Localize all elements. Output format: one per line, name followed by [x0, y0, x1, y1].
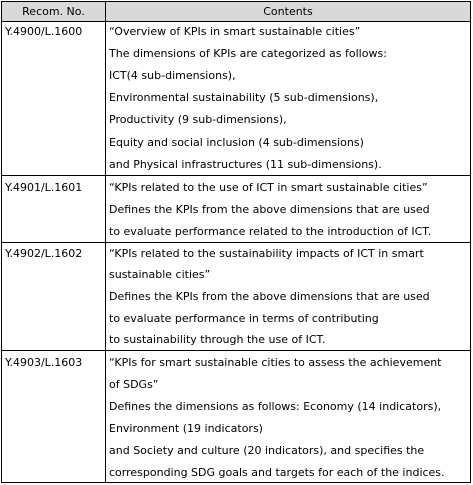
- table-header: [2, 2, 470, 22]
- content-line: Productivity (9 sub-dimensions),: [109, 113, 287, 126]
- recom-number: Y.4901/L.1601: [5, 181, 83, 194]
- content-line: “Overview of KPIs in smart sustainable cities”: [109, 25, 361, 38]
- content-line: and Society and culture (20 indicators), and specifies the: [109, 444, 425, 457]
- row-divider: [2, 242, 470, 243]
- content-line: corresponding SDG goals and targets for each of the indices.: [109, 466, 445, 479]
- content-line: Environmental sustainability (5 sub-dimensions),: [109, 91, 379, 104]
- recom-number: Y.4902/L.1602: [5, 247, 83, 260]
- content-line: “KPIs for smart sustainable cities to assess the achievement: [109, 356, 442, 369]
- recom-number: Y.4900/L.1600: [5, 25, 83, 38]
- content-line: ICT(4 sub-dimensions),: [109, 69, 236, 82]
- content-line: “KPIs related to the sustainability impacts of ICT in smart: [109, 247, 424, 260]
- header-contents: Contents: [263, 5, 313, 18]
- content-line: and Physical infrastructures (11 sub-dimensions).: [109, 158, 382, 171]
- recommendations-table: [1, 1, 471, 483]
- content-line: The dimensions of KPIs are categorized as follows:: [109, 47, 387, 60]
- content-line: Defines the dimensions as follows: Economy (14 indicators),: [109, 400, 442, 413]
- content-line: of SDGs”: [109, 378, 159, 391]
- row-divider: [2, 350, 470, 351]
- content-line: “KPIs related to the use of ICT in smart sustainable cities”: [109, 181, 428, 194]
- content-line: Defines the KPIs from the above dimensions that are used: [109, 290, 430, 303]
- content-line: Environment (19 indicators): [109, 422, 263, 435]
- content-line: sustainable cities”: [109, 268, 211, 281]
- content-line: Defines the KPIs from the above dimensions that are used: [109, 203, 430, 216]
- content-line: to evaluate performance in terms of contributing: [109, 312, 379, 325]
- content-line: to evaluate performance related to the introduction of ICT.: [109, 225, 432, 238]
- content-line: to sustainability through the use of ICT.: [109, 333, 326, 346]
- header-recom-no: Recom. No.: [22, 5, 85, 18]
- recom-number: Y.4903/L.1603: [5, 356, 83, 369]
- content-line: Equity and social inclusion (4 sub-dimensions): [109, 136, 364, 149]
- row-divider: [2, 175, 470, 176]
